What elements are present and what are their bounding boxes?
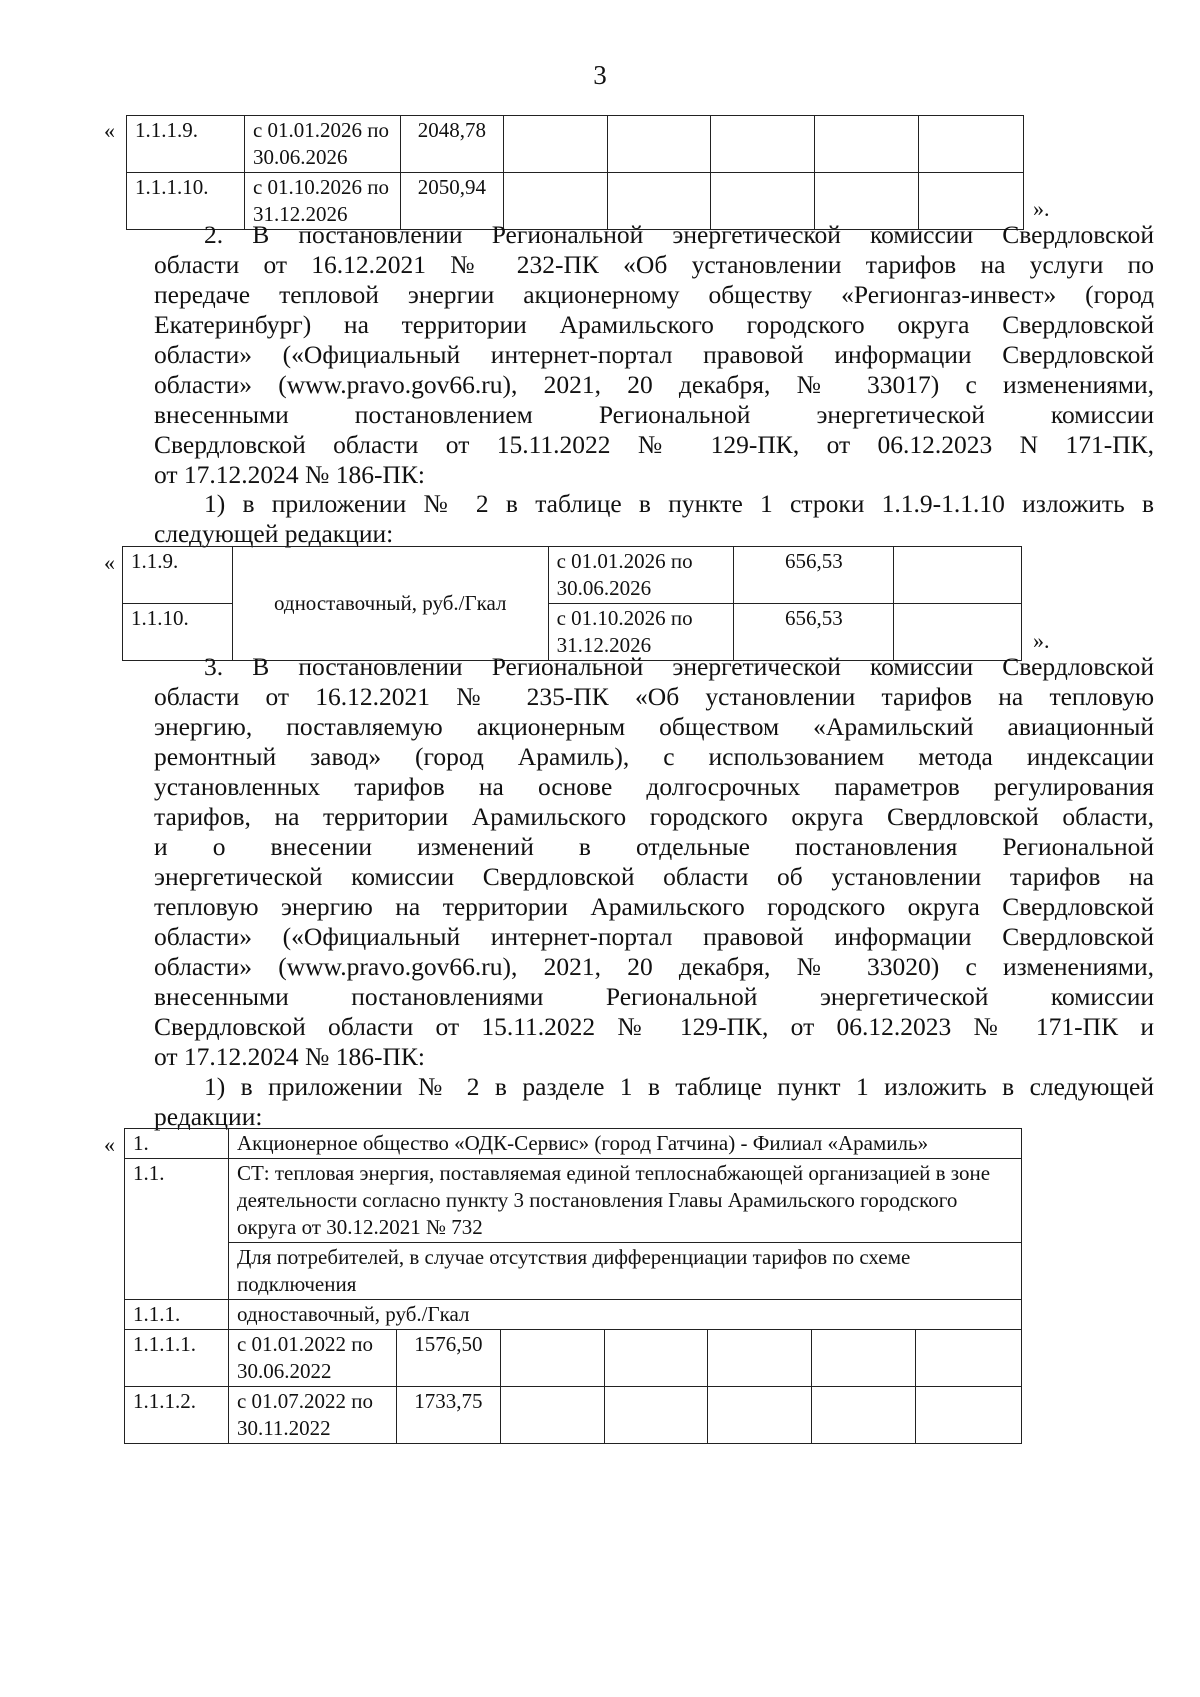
table-row <box>125 1243 1022 1300</box>
service-description: СТ: тепловая энергия, поставляемая единой теплоснабжающей организацией в зоне деятельности согласно пункту 3 постановления Главы Арамильского городского округа от 30.12.2021 № 732 <box>228 1159 1021 1243</box>
tariff-type: одноставочный, руб./Гкал <box>228 1300 1021 1330</box>
close-quote: ». <box>1033 628 1050 653</box>
empty-cell <box>894 547 1022 604</box>
row-code: 1.1.1.9. <box>127 116 245 173</box>
section-2-sub-paragraph: 1) в приложении № 2 в таблице в пункте 1 строки 1.1.9-1.1.10 изложить в следующей редакции: <box>154 489 1154 548</box>
row-value: 656,53 <box>734 604 894 661</box>
row-value: 2050,94 <box>400 173 503 230</box>
row-period: с 01.01.2026 по 30.06.2026 <box>244 116 400 173</box>
section-3-paragraph: 3. В постановлении Региональной энергетической комиссии Свердловской области от 16.12.2021 № 235-ПК «Об установлении тарифов на тепловую энергию, поставляемую акционерным обществом «Арамильский авиационный ремонтный завод» (город Арамиль), с использованием метода индексации установленных тарифов на основе долгосрочных параметров регулирования тарифов, на территории Арамильского городского округа Свердловской области, и о внесении изменений в отдельные постановления Региональной энергетической комиссии Свердловской области об установлении тарифов на тепловую энергию на территории Арамильского городского округа Свердловской области» («Официальный интернет-портал правовой информации Свердловской области» (www.pravo.gov66.ru), 2021, 20 декабря, № 33020) с изменениями, внесенными постановлениями Региональной энергетической комиссии Свердловской области от 15.11.2022 № 129-ПК, от 06.12.2023 № 171-ПК и от 17.12.2024 № 186-ПК: <box>154 652 1154 1071</box>
table-1 <box>126 115 1024 230</box>
row-value: 2048,78 <box>400 116 503 173</box>
table-row <box>123 547 1022 604</box>
row-period: с 01.01.2022 по 30.06.2022 <box>228 1330 396 1387</box>
empty-cell <box>503 116 607 173</box>
row-period: с 01.10.2026 по 31.12.2026 <box>548 604 734 661</box>
table-row <box>125 1129 1022 1159</box>
row-code: 1.1. <box>125 1159 229 1300</box>
empty-cell <box>812 1387 916 1444</box>
empty-cell <box>711 116 815 173</box>
row-value: 656,53 <box>734 547 894 604</box>
empty-cell <box>916 1330 1022 1387</box>
empty-cell <box>916 1387 1022 1444</box>
row-value: 1576,50 <box>396 1330 500 1387</box>
table-row <box>125 1330 1022 1387</box>
open-quote: « <box>104 1132 115 1157</box>
empty-cell <box>604 1387 708 1444</box>
empty-cell <box>607 116 711 173</box>
org-name: Акционерное общество «ОДК-Сервис» (город Гатчина) - Филиал «Арамиль» <box>228 1129 1021 1159</box>
empty-cell <box>500 1330 604 1387</box>
table-row <box>125 1159 1022 1243</box>
empty-cell <box>812 1330 916 1387</box>
row-code: 1.1.10. <box>123 604 233 661</box>
row-code: 1.1.1. <box>125 1300 229 1330</box>
page-number: 3 <box>593 60 607 90</box>
row-code: 1.1.1.2. <box>125 1387 229 1444</box>
row-code: 1.1.1.1. <box>125 1330 229 1387</box>
table-row <box>125 1387 1022 1444</box>
table-2 <box>122 546 1022 661</box>
empty-cell <box>919 116 1024 173</box>
tariff-type: одноставочный, руб./Гкал <box>232 547 548 661</box>
table-3 <box>124 1128 1022 1444</box>
open-quote: « <box>104 118 115 143</box>
section-3-sub-paragraph: 1) в приложении № 2 в разделе 1 в таблице пункт 1 изложить в следующей редакции: <box>154 1072 1154 1131</box>
row-period: с 01.07.2022 по 30.11.2022 <box>228 1387 396 1444</box>
empty-cell <box>604 1330 708 1387</box>
row-value: 1733,75 <box>396 1387 500 1444</box>
row-code: 1.1.9. <box>123 547 233 604</box>
table-row <box>125 1300 1022 1330</box>
table-row <box>127 116 1024 173</box>
row-code: 1.1.1.10. <box>127 173 245 230</box>
open-quote: « <box>104 550 115 575</box>
section-2-paragraph: 2. В постановлении Региональной энергетической комиссии Свердловской области от 16.12.2021 № 232-ПК «Об установлении тарифов на услуги по передаче тепловой энергии акционерному обществу «Регионгаз-инвест» (город Екатеринбург) на территории Арамильского городского округа Свердловской области» («Официальный интернет-портал правовой информации Свердловской области» (www.pravo.gov66.ru), 2021, 20 декабря, № 33017) с изменениями, внесенными постановлением Региональной энергетической комиссии Свердловской области от 15.11.2022 № 129-ПК, от 06.12.2023 N 171-ПК, от 17.12.2024 № 186-ПК: <box>154 220 1154 489</box>
row-period: с 01.01.2026 по 30.06.2026 <box>548 547 734 604</box>
consumer-description: Для потребителей, в случае отсутствия дифференциации тарифов по схеме подключения <box>228 1243 1021 1300</box>
empty-cell <box>815 116 919 173</box>
close-quote: ». <box>1033 196 1050 221</box>
row-code: 1. <box>125 1129 229 1159</box>
empty-cell <box>708 1330 812 1387</box>
empty-cell <box>500 1387 604 1444</box>
empty-cell <box>708 1387 812 1444</box>
row-period: с 01.10.2026 по 31.12.2026 <box>244 173 400 230</box>
